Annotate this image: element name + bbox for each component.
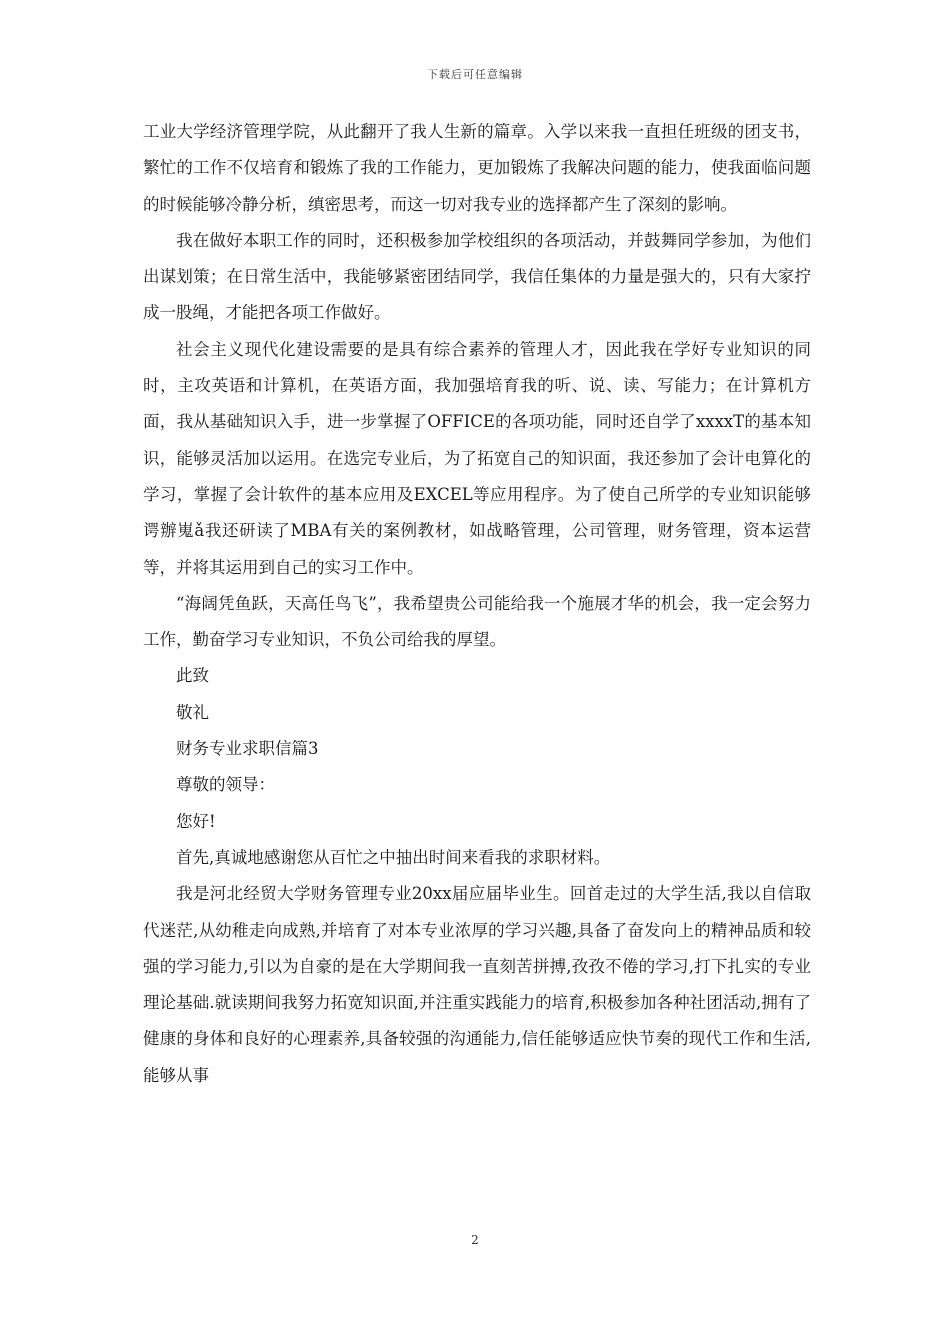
paragraph-aspiration: “海阔凭鱼跃，天高任鸟飞”，我希望贵公司能给我一个施展才华的机会，我一定会努力工作，勤奋学习专业知识，不负公司给我的厚望。 bbox=[143, 593, 811, 650]
page-header: 下载后可任意编辑 bbox=[427, 68, 523, 81]
letter-greeting: 尊敬的领导： bbox=[176, 775, 275, 795]
document-body bbox=[143, 114, 811, 1094]
letter-hello: 您好! bbox=[176, 811, 216, 831]
paragraph-introduction: 我是河北经贸大学财务管理专业20xx届应届毕业生。回首走过的大学生活,我以自信取代迷茫,从幼稚走向成熟,并培育了对本专业浓厚的学习兴趣,具备了奋发向上的精神品质和较强的学习能力,引以为自豪的是在大学期间我一直刻苦拼搏,孜孜不倦的学习,打下扎实的专业理论基础.就读期间我努力拓宽知识面,并注重实践能力的培育,积极参加各种社团活动,拥有了健康的身体和良好的心理素养,具备较强的沟通能力,信任能够适应快节奏的现代工作和生活,能够从事 bbox=[143, 884, 811, 1085]
page-number: 2 bbox=[471, 1233, 479, 1247]
closing-salutation: 此致 bbox=[176, 666, 209, 686]
closing-regards: 敬礼 bbox=[176, 702, 209, 722]
paragraph-skills: 社会主义现代化建设需要的是具有综合素养的管理人才，因此我在学好专业知识的同时，主攻英语和计算机，在英语方面，我加强培育我的听、说、读、写能力；在计算机方面，我从基础知识入手，进一步掌握了OFFICE的各项功能，同时还自学了xxxxT的基本知识，能够灵活加以运用。在选完专业后，为了拓宽自己的知识面，我还参加了会计电算化的学习，掌握了会计软件的基本应用及EXCEL等应用程序。为了使自己所学的专业知识能够谔辦嵬ǎ我还研读了MBA有关的案例教材，如战略管理，公司管理，财务管理，资本运营等，并将其运用到自己的实习工作中。 bbox=[143, 339, 811, 577]
paragraph-continuation: 工业大学经济管理学院，从此翻开了我人生新的篇章。入学以来我一直担任班级的团支书，繁忙的工作不仅培育和锻炼了我的工作能力，更加锻炼了我解决问题的能力，使我面临问题的时候能够冷静分析，缜密思考，而这一切对我专业的选择都产生了深刻的影响。 bbox=[143, 122, 811, 214]
paragraph-activities: 我在做好本职工作的同时，还积极参加学校组织的各项活动，并鼓舞同学参加，为他们出谋划策；在日常生活中，我能够紧密团结同学，我信任集体的力量是强大的，只有大家拧成一股绳，才能把各项工作做好。 bbox=[143, 230, 811, 323]
paragraph-thanks: 首先,真诚地感谢您从百忙之中抽出时间来看我的求职材料。 bbox=[176, 847, 611, 867]
section-title: 财务专业求职信篇3 bbox=[176, 739, 319, 759]
